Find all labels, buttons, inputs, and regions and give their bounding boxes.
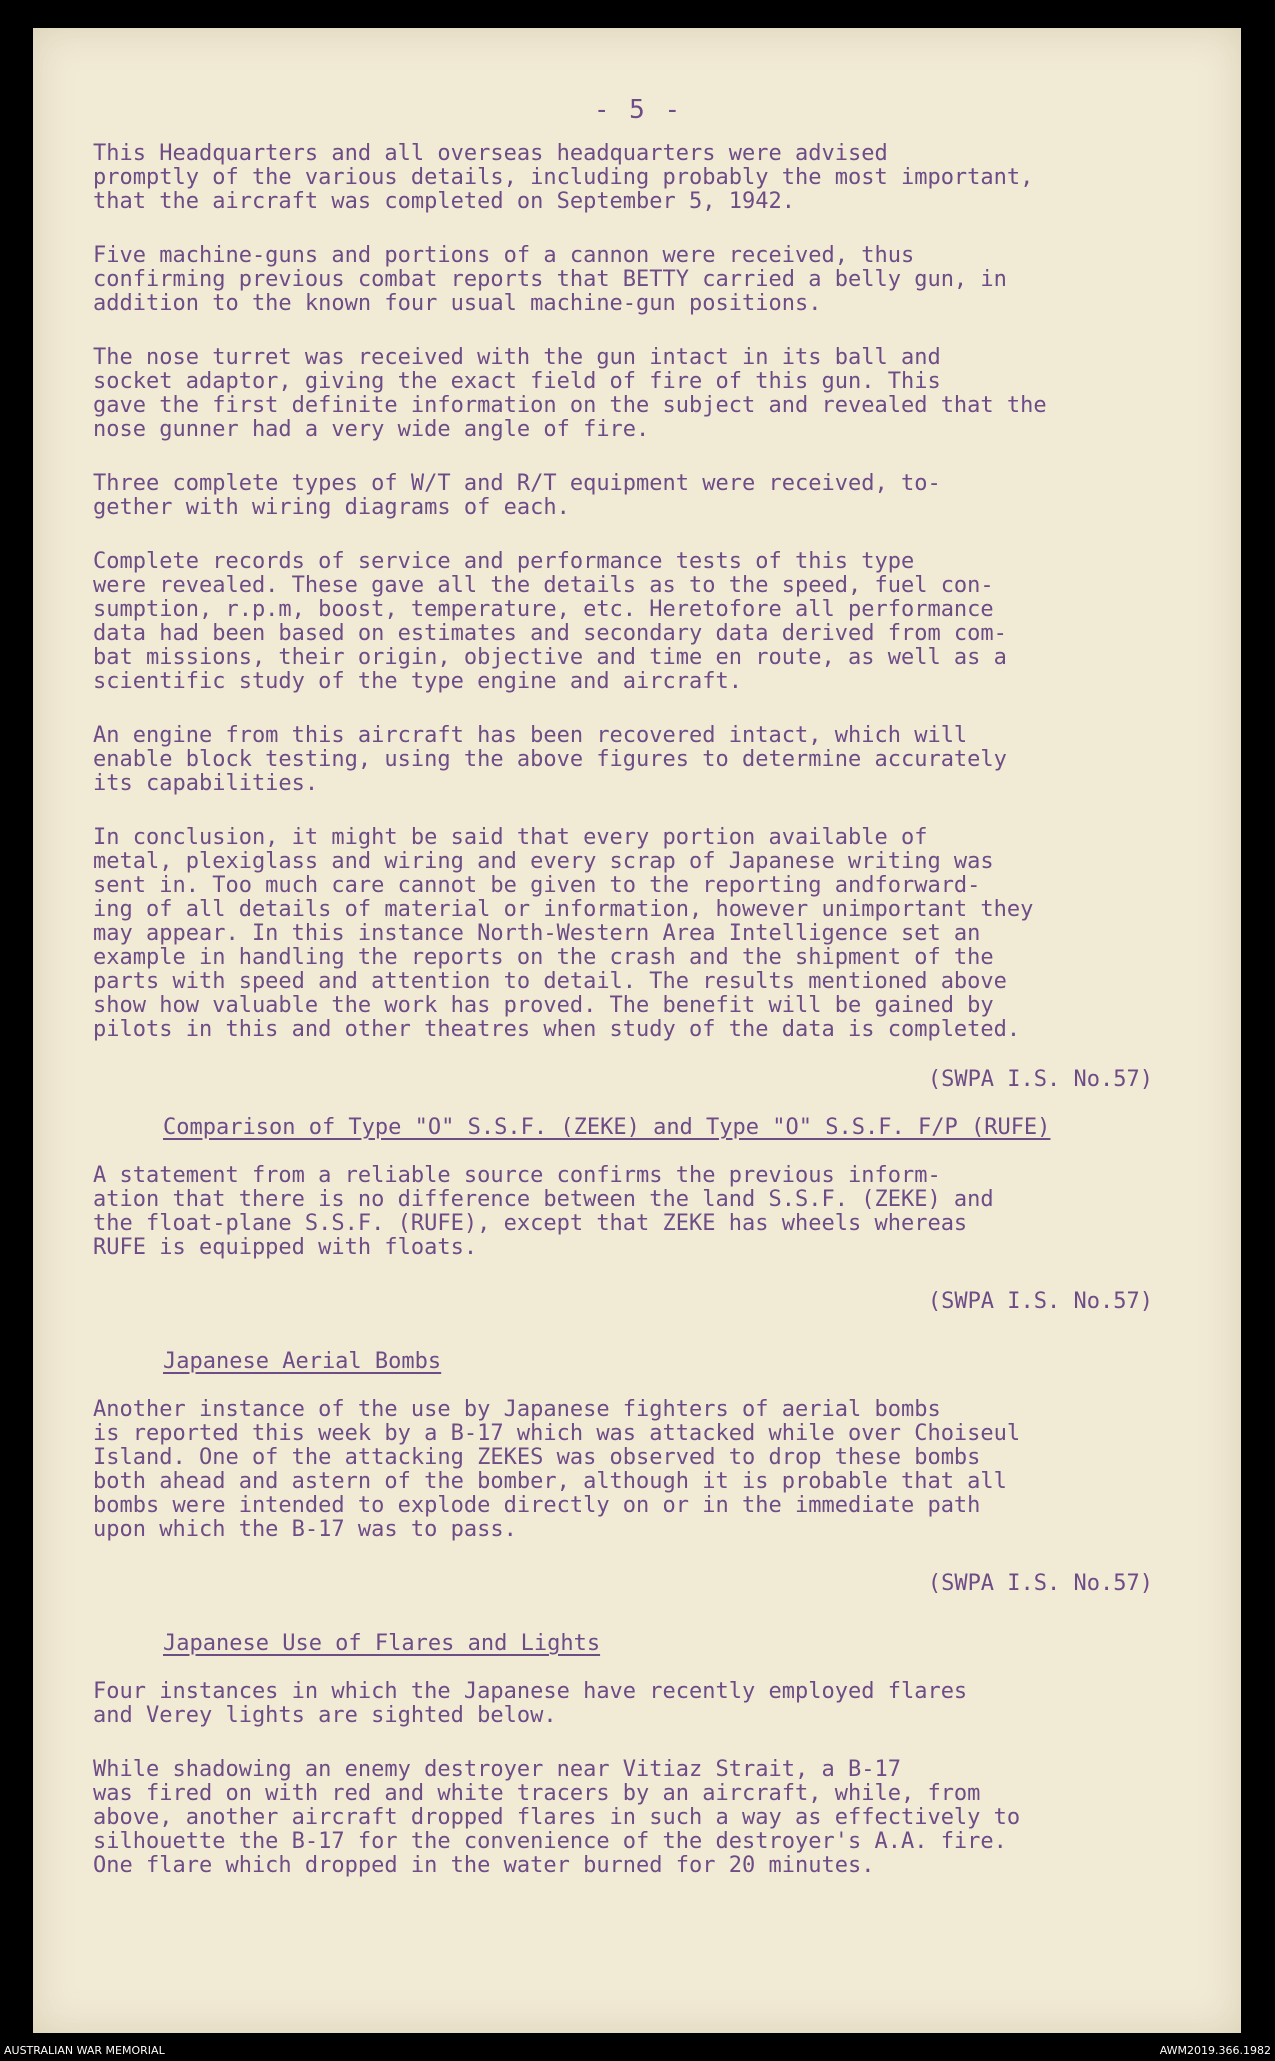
paragraph-equipment: Three complete types of W/T and R/T equipment were received, to- gether with wiring diagrams of each.	[93, 471, 941, 520]
source-citation: (SWPA I.S. No.57)	[927, 1289, 1153, 1314]
paragraph-engine: An engine from this aircraft has been recovered intact, which will enable block testing, using the above figures to determine accurately its capabilities.	[93, 723, 1007, 796]
paragraph-nose-turret: The nose turret was received with the gun intact in its ball and socket adaptor, giving the exact field of fire of this gun. This gave the first definite information on the subject and revealed that the nose gunner had a very wide angle of fire.	[93, 345, 1047, 442]
document-page	[93, 95, 1183, 1908]
paragraph-comparison: A statement from a reliable source confirms the previous inform- ation that there is no difference between the land S.S.F. (ZEKE) and the float-plane S.S.F. (RUFE), except that ZEKE has wheels whereas RUFE is equipped with floats.	[93, 1163, 994, 1260]
archive-reference: AWM2019.366.1982	[1159, 2044, 1271, 2057]
page-number: - 5 -	[593, 95, 683, 125]
archive-name: AUSTRALIAN WAR MEMORIAL	[4, 2044, 165, 2057]
archive-footer	[0, 2040, 1275, 2061]
paragraph-flares-vitiaz: While shadowing an enemy destroyer near Vitiaz Strait, a B-17 was fired on with red and white tracers by an aircraft, while, from above, another aircraft dropped flares in such a way as effectively to silhouette the B-17 for the convenience of the destroyer's A.A. fire. One flare which dropped in the water burned for 20 minutes.	[93, 1757, 1021, 1878]
section-heading-comparison: Comparison of Type "O" S.S.F. (ZEKE) and Type "O" S.S.F. F/P (RUFE)	[163, 1115, 1051, 1140]
section-heading-flares: Japanese Use of Flares and Lights	[163, 1631, 601, 1656]
section-heading-bombs: Japanese Aerial Bombs	[163, 1349, 442, 1374]
source-citation: (SWPA I.S. No.57)	[927, 1571, 1153, 1596]
paragraph-flares-intro: Four instances in which the Japanese have recently employed flares and Verey lights are sighted below.	[93, 1679, 968, 1728]
paragraph-bombs: Another instance of the use by Japanese fighters of aerial bombs is reported this week by a B-17 which was attacked while over Choiseul Island. One of the attacking ZEKES was observed to drop these bombs both ahead and astern of the bomber, although it is probable that all bombs were intended to explode directly on or in the immediate path upon which the B-17 was to pass.	[93, 1397, 1021, 1542]
paragraph-conclusion: In conclusion, it might be said that every portion available of metal, plexiglass and wiring and every scrap of Japanese writing was sent in. Too much care cannot be given to the reporting andforward- ing of all details of material or information, however unimportant they may appear. In this instance North-Western Area Intelligence set an example in handling the reports on the crash and the shipment of the parts with speed and attention to detail. The results mentioned above show how valuable the work has proved. The benefit will be gained by pilots in this and other theatres when study of the data is completed.	[93, 825, 1034, 1042]
document-sheet	[33, 28, 1241, 2033]
paragraph-machine-guns: Five machine-guns and portions of a cannon were received, thus confirming previous combat reports that BETTY carried a belly gun, in addition to the known four usual machine-gun positions.	[93, 243, 1007, 316]
paragraph-records: Complete records of service and performance tests of this type were revealed. These gave all the details as to the speed, fuel con- sumption, r.p.m, boost, temperature, etc. Heretofore all performance data had been based on estimates and secondary data derived from com- bat missions, their origin, objective and time en route, as well as a scientific study of the type engine and aircraft.	[93, 549, 1007, 694]
paragraph-headquarters: This Headquarters and all overseas headquarters were advised promptly of the various details, including probably the most important, that the aircraft was completed on September 5, 1942.	[93, 141, 1034, 214]
source-citation: (SWPA I.S. No.57)	[927, 1067, 1153, 1092]
